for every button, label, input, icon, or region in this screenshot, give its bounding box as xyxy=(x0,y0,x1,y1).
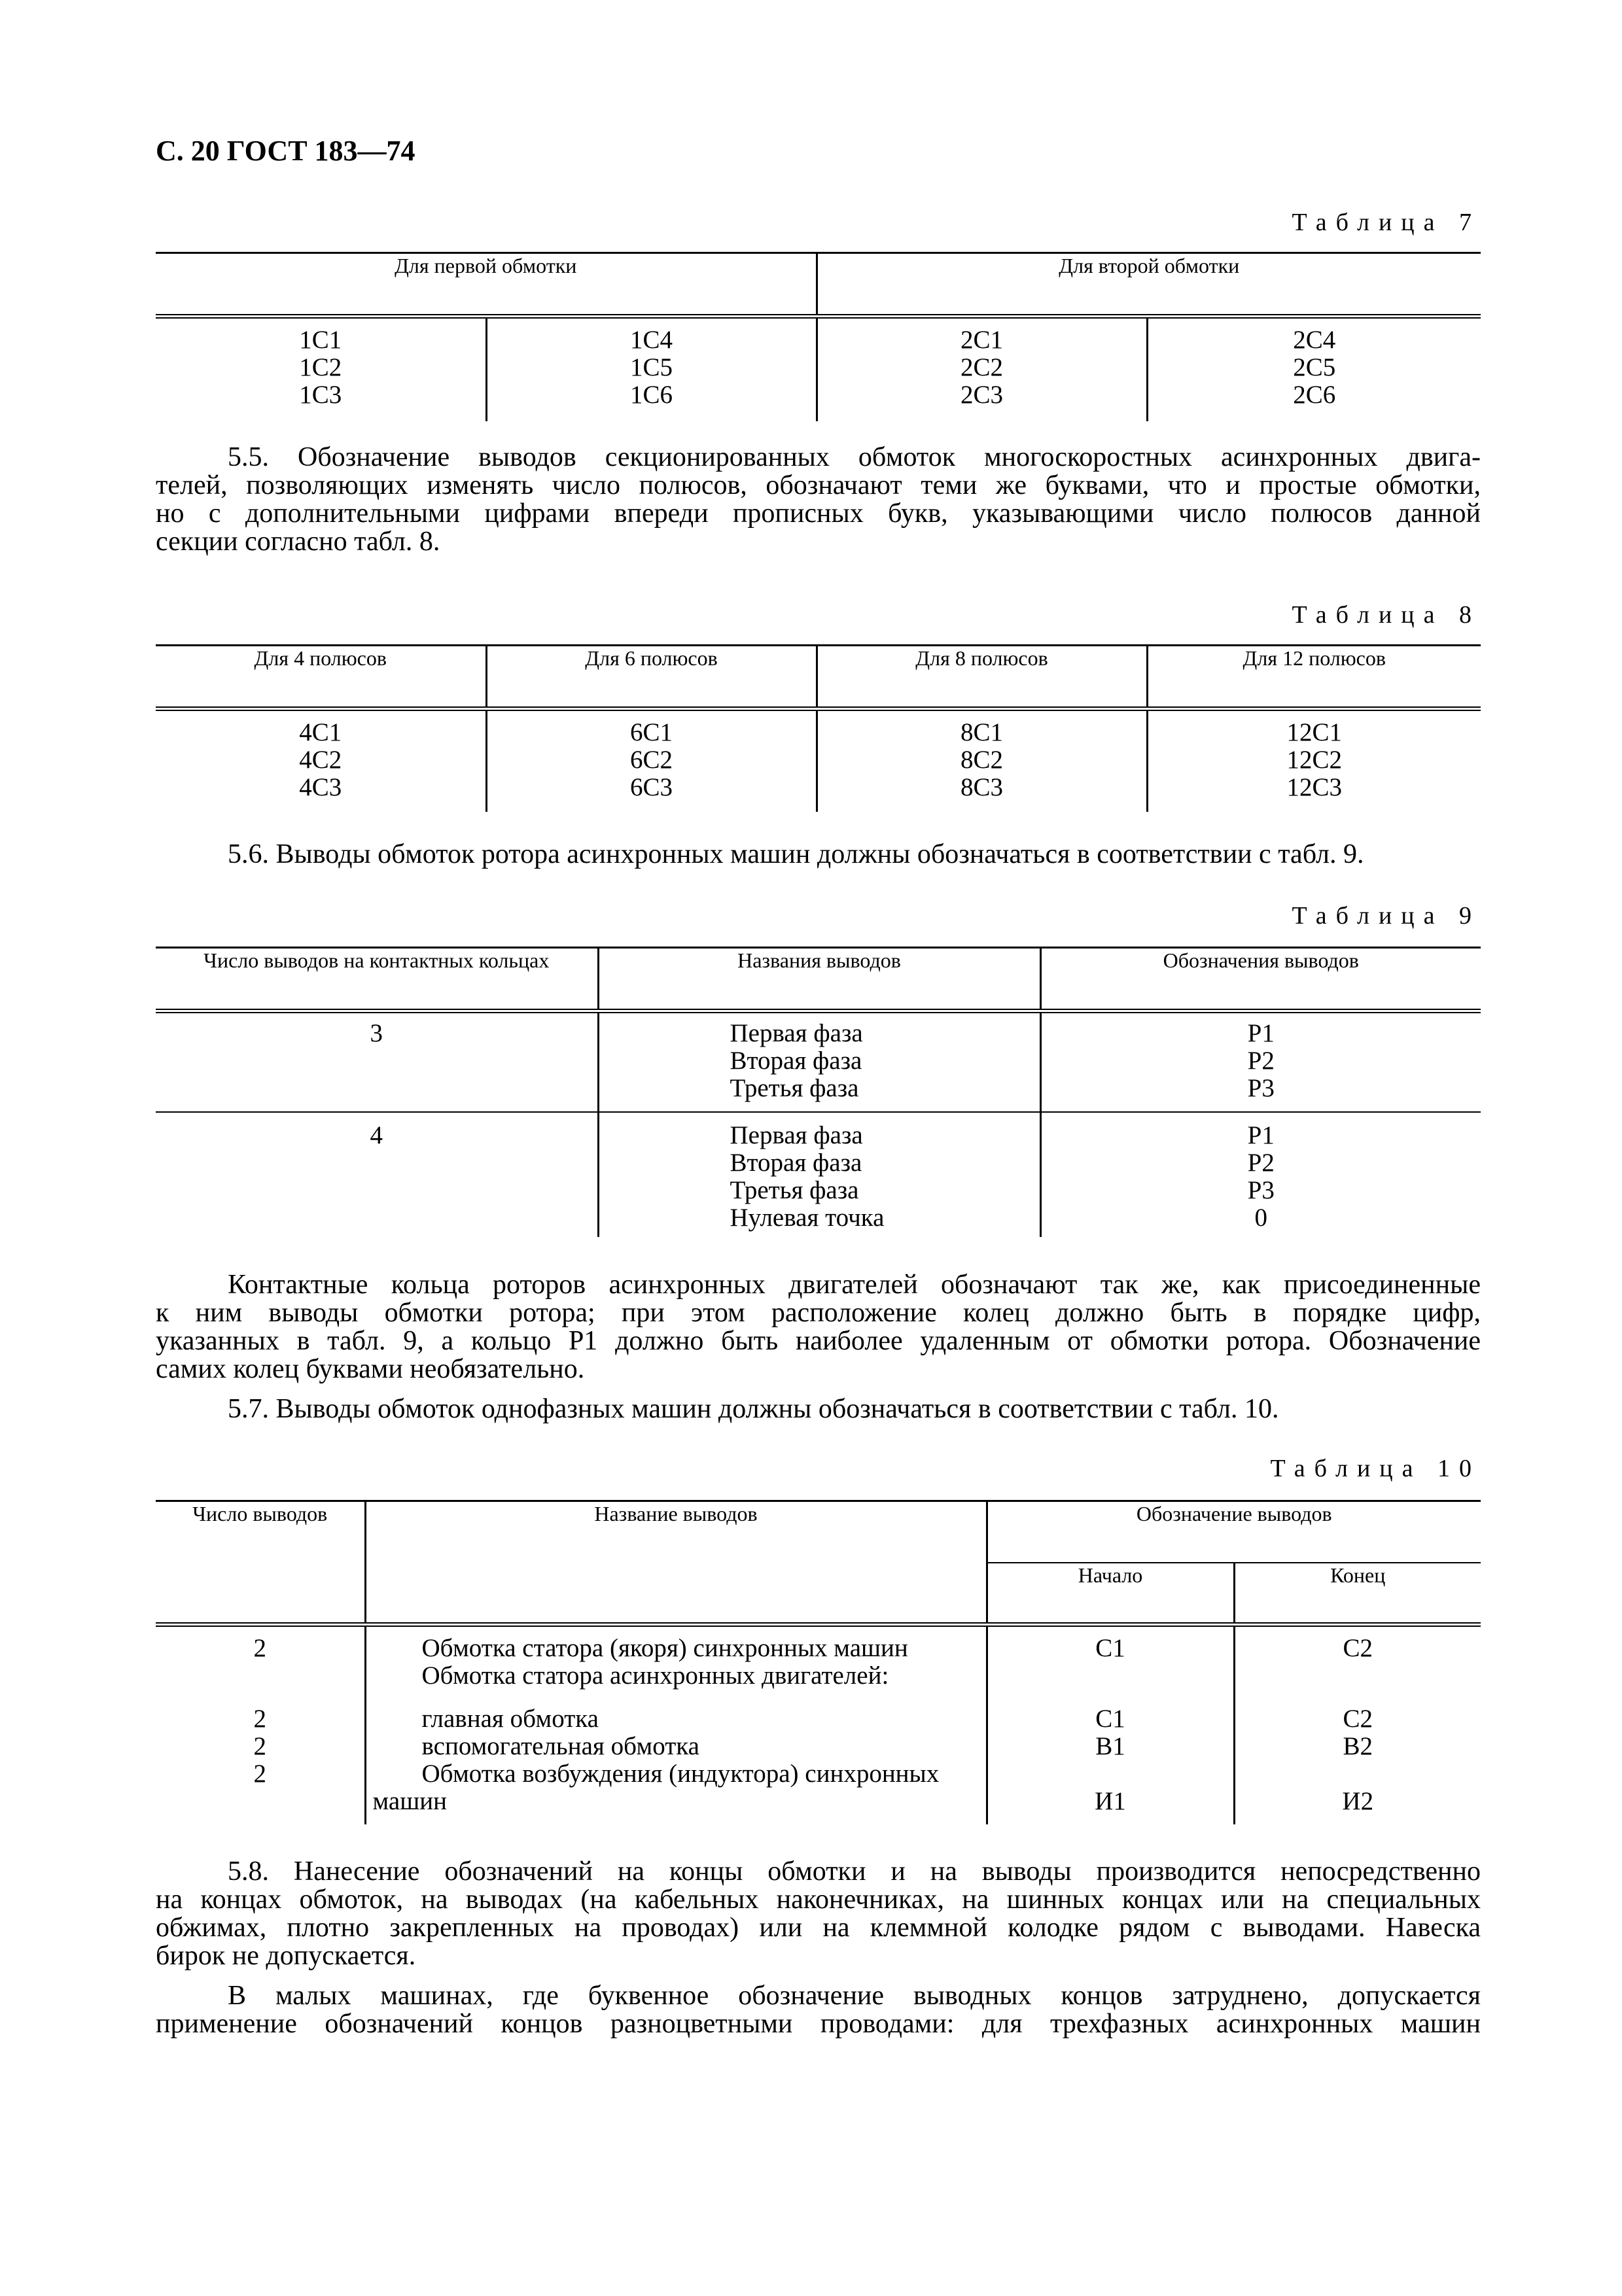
table10-start-col: С1 С1 В1 И1 xyxy=(987,1625,1234,1825)
table8-header-12: Для 12 полюсов xyxy=(1147,646,1481,709)
table8-col-2: 6С1 6С2 6С3 xyxy=(486,709,817,812)
table10-row-stator-sync: Обмотка статора (якоря) синхронных машин xyxy=(421,1634,908,1662)
table10-name-col xyxy=(365,1625,987,1825)
table9-group1-count: 3 xyxy=(370,1019,383,1047)
table7 xyxy=(156,252,1481,421)
table9-header-count: Число выводов на контактных кольцах xyxy=(156,948,598,1011)
table7-col-1: 1С1 1С2 1С3 xyxy=(299,326,342,409)
table10-header-count: Число выводов xyxy=(156,1501,365,1625)
table10-row-main: главная обмотка xyxy=(421,1705,599,1733)
table9-group2-names: Первая фаза Вторая фаза Третья фаза Нулевая точка xyxy=(598,1112,1040,1237)
table10-count-col: 2 2 2 2 xyxy=(253,1634,266,1788)
paragraph-contact-rings: Контактные кольца роторов асинхронных двигателей обозначают так же, как присоединенные к ним выводы обмотки ротора; при этом расположение колец должно быть в порядке цифр, указанных в табл. 9, а кольцо Р1 должно быть наиболее удаленным от обмотки ротора. Обозначение самих колец буквами необязательно. xyxy=(156,1270,1481,1384)
table10-row-machines: машин xyxy=(372,1787,447,1815)
paragraph-5-5: 5.5. Обозначение выводов секционированных обмоток многоскоростных асинхронных двига- телей, позволяющих изменять число полюсов, обозначают теми же буквами, что и простые обмотки, но с дополнительными цифрами впереди прописных букв, указывающими число полюсов данной секции согласно табл. 8. xyxy=(156,442,1481,557)
table10-caption: Таблица 10 xyxy=(1270,1455,1481,1482)
table7-col-2: 1С4 1С5 1С6 xyxy=(486,317,817,422)
table9-group2-codes: Р1 Р2 Р3 0 xyxy=(1040,1112,1481,1237)
table7-header-first: Для первой обмотки xyxy=(156,253,817,317)
table8-col-4: 12С1 12С2 12С3 xyxy=(1147,709,1481,812)
table9-group2-count: 4 xyxy=(156,1112,598,1237)
table8-header-4: Для 4 полюсов xyxy=(156,646,486,709)
table8-col-3: 8С1 8С2 8С3 xyxy=(817,709,1147,812)
table10-end-col: С2 С2 В2 И2 xyxy=(1234,1625,1481,1825)
paragraph-5-8: 5.8. Нанесение обозначений на концы обмотки и на выводы производится непосредственно на концах обмоток, на выводах (на кабельных наконечниках, на шинных концах или на специальных обжимах, плотно закрепленных на проводах) или на клеммной колодке рядом с выводами. Навеска бирок не допускается. xyxy=(156,1856,1481,1971)
table8-caption: Таблица 8 xyxy=(1292,601,1481,629)
table9-group1-names: Первая фаза Вторая фаза Третья фаза xyxy=(598,1011,1040,1113)
table9-caption: Таблица 9 xyxy=(1292,902,1481,930)
table7-col-3: 2С1 2С2 2С3 xyxy=(817,317,1147,422)
table8 xyxy=(156,644,1481,812)
paragraph-small-machines: В малых машинах, где буквенное обозначение выводных концов затруднено, допускается применение обозначений концов разноцветными проводами: для трехфазных асинхронных машин xyxy=(156,1981,1481,2039)
table10 xyxy=(156,1500,1481,1824)
table9-header-codes: Обозначения выводов xyxy=(1040,948,1481,1011)
table10-row-stator-async: Обмотка статора асинхронных двигателей: xyxy=(421,1661,889,1690)
table10-row-excitation: Обмотка возбуждения (индуктора) синхронных xyxy=(421,1760,940,1788)
table8-header-6: Для 6 полюсов xyxy=(486,646,817,709)
table7-header-second: Для второй обмотки xyxy=(817,253,1481,317)
table10-header-start: Начало xyxy=(987,1563,1234,1625)
table8-col-1: 4С1 4С2 4С3 xyxy=(299,718,342,801)
table7-col-4: 2С4 2С5 2С6 xyxy=(1147,317,1481,422)
page-header: С. 20 ГОСТ 183—74 xyxy=(156,135,415,167)
table9-group1-codes: Р1 Р2 Р3 xyxy=(1040,1011,1481,1113)
paragraph-5-6: 5.6. Выводы обмоток ротора асинхронных машин должны обозначаться в соответствии с табл. 9. xyxy=(228,839,1364,869)
table7-caption: Таблица 7 xyxy=(1292,209,1481,236)
table8-header-8: Для 8 полюсов xyxy=(817,646,1147,709)
table10-header-designation: Обозначение выводов xyxy=(987,1501,1481,1563)
table10-header-end: Конец xyxy=(1234,1563,1481,1625)
paragraph-5-7: 5.7. Выводы обмоток однофазных машин должны обозначаться в соответствии с табл. 10. xyxy=(228,1394,1279,1424)
table10-row-aux: вспомогательная обмотка xyxy=(421,1732,699,1760)
table9-header-names: Названия выводов xyxy=(598,948,1040,1011)
table9 xyxy=(156,947,1481,1237)
table10-header-name: Название выводов xyxy=(365,1501,987,1625)
